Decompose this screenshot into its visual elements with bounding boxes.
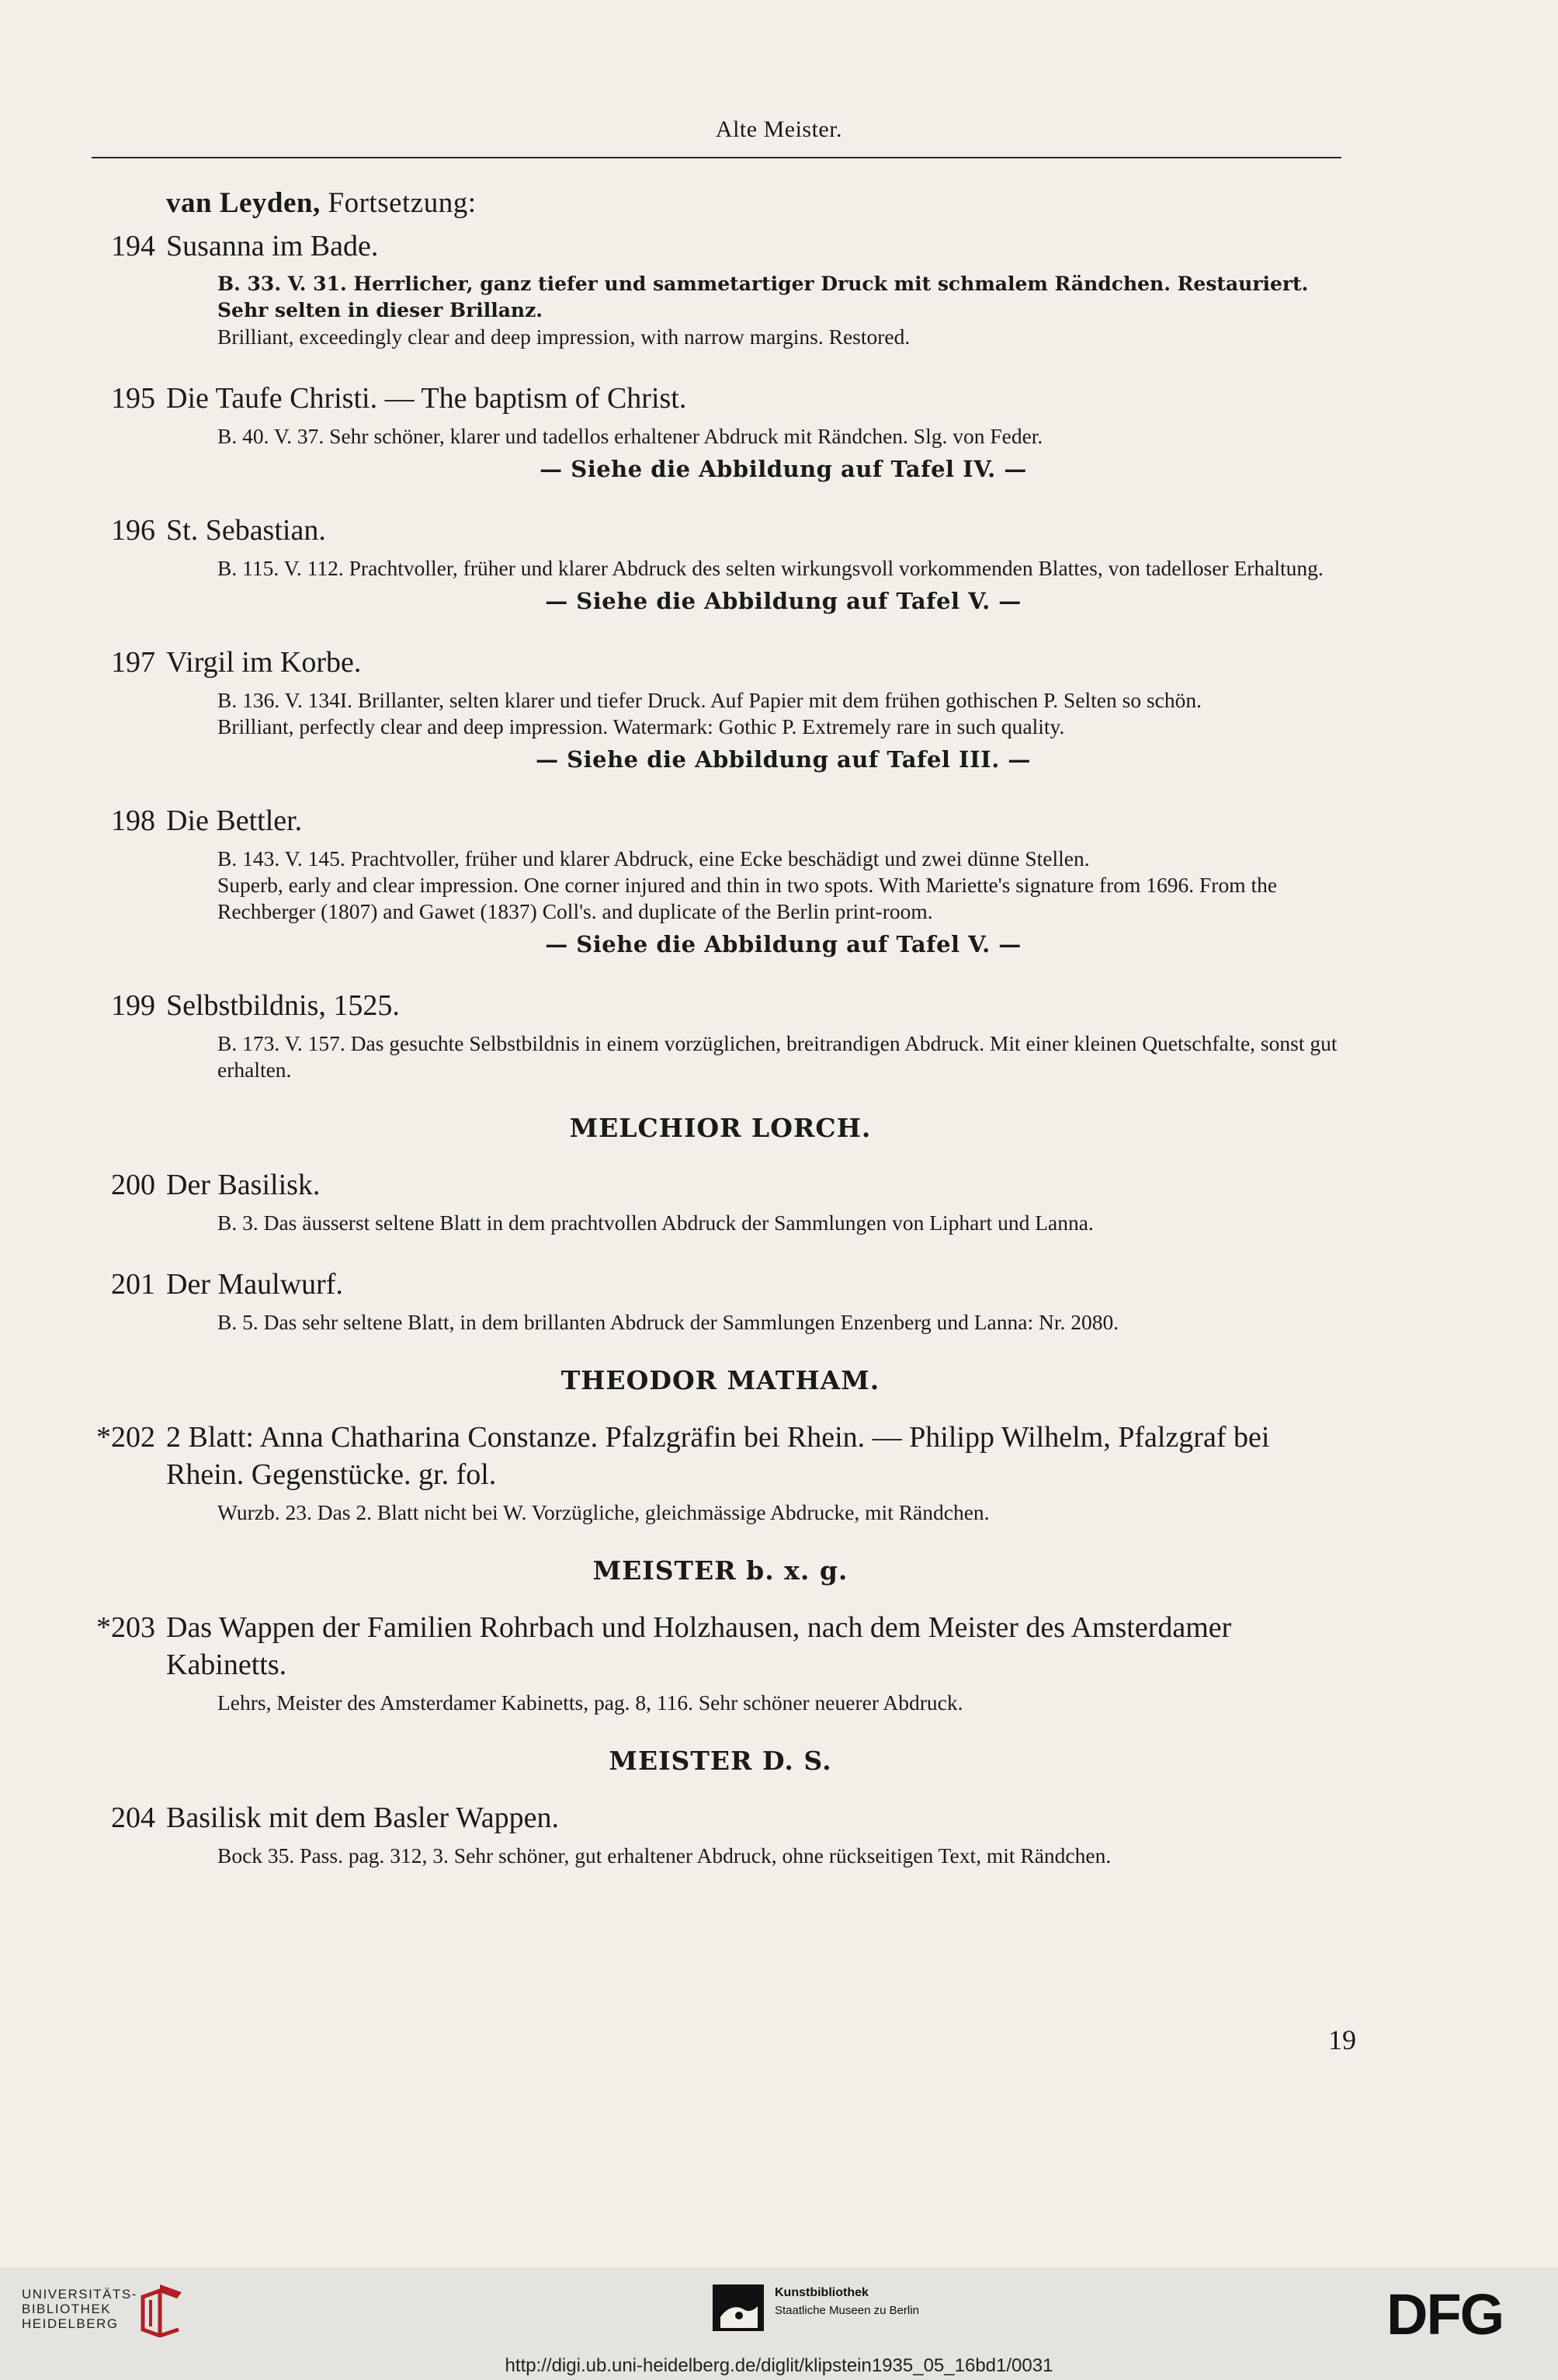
lot-title: Der Basilisk.: [166, 1169, 321, 1201]
lot-heading: [92, 644, 1349, 681]
lot-description: [92, 1030, 1349, 1083]
header-rule: [92, 157, 1341, 158]
lot-heading: [92, 802, 1349, 839]
kunstbibliothek-logo-icon[interactable]: [713, 2284, 764, 2331]
description-line: B. 40. V. 37. Sehr schöner, klarer und tadellos erhaltener Abdruck mit Rändchen. Slg. von Feder.: [217, 424, 1043, 448]
catalog-content: [92, 186, 1349, 1899]
section-heading: MEISTER b. x. g.: [592, 1555, 848, 1586]
artist-section: [92, 1113, 1349, 1336]
lot-heading: [92, 1266, 1349, 1303]
lot-entry: [92, 512, 1349, 614]
lot-title: Virgil im Korbe.: [166, 646, 362, 679]
description-line: Brilliant, perfectly clear and deep impression. Watermark: Gothic P. Extremely rare in such quality.: [217, 714, 1065, 738]
artist-continuation: [92, 186, 1349, 220]
plate-reference: — Siehe die Abbildung auf Tafel V. —: [545, 931, 1022, 957]
description-line: B. 143. V. 145. Prachtvoller, früher und klarer Abdruck, eine Ecke beschädigt und zwei dünne Stellen.: [217, 846, 1090, 870]
lot-title: Selbstbildnis, 1525.: [166, 989, 400, 1022]
section-heading: THEODOR MATHAM.: [560, 1365, 880, 1395]
lot-title: Basilisk mit dem Basler Wappen.: [166, 1802, 560, 1834]
continuation-label: Fortsetzung:: [320, 187, 477, 219]
lot-description: [92, 846, 1349, 925]
lot-description: [92, 1843, 1349, 1869]
description-line: Brilliant, exceedingly clear and deep impression, with narrow margins. Restored.: [217, 325, 911, 349]
lot-title: Die Bettler.: [166, 804, 303, 837]
university-line: HEIDELBERG: [22, 2316, 119, 2331]
lot-description: [92, 1499, 1349, 1526]
description-line: Lehrs, Meister des Amsterdamer Kabinetts, pag. 8, 116. Sehr schöner neuerer Abdruck.: [217, 1690, 963, 1715]
lot-number: *203: [96, 1611, 155, 1644]
lot-title: 2 Blatt: Anna Chatharina Constanze. Pfalzgräfin bei Rhein. — Philipp Wilhelm, Pfalzgraf bei Rhein. Gegenstücke. gr. fol.: [166, 1421, 1270, 1491]
lot-number: 198: [111, 804, 155, 837]
lot-title: Das Wappen der Familien Rohrbach und Holzhausen, nach dem Meister des Amsterdamer Kabinetts.: [166, 1611, 1232, 1681]
plate-reference: — Siehe die Abbildung auf Tafel IV. —: [540, 456, 1027, 482]
lot-number: 196: [111, 514, 155, 547]
lot-heading: [92, 987, 1349, 1024]
lot-entry: [92, 1609, 1349, 1716]
plate-reference: — Siehe die Abbildung auf Tafel V. —: [545, 588, 1022, 614]
lot-entry: [92, 380, 1349, 482]
lot-description: [92, 1690, 1349, 1716]
description-line: B. 115. V. 112. Prachtvoller, früher und klarer Abdruck des selten wirkungsvoll vorkommenden Blattes, von tadelloser Erhaltung.: [217, 556, 1324, 580]
lot-list: [92, 228, 1349, 1083]
kunstbibliothek-text: [775, 2286, 919, 2317]
plate-reference: — Siehe die Abbildung auf Tafel III. —: [536, 746, 1031, 773]
artist-name: van Leyden,: [166, 187, 321, 219]
description-line: B. 33. V. 31. Herrlicher, ganz tiefer und sammetartiger Druck mit schmalem Rändchen. Restauriert. Sehr selten in dieser Brillanz.: [217, 273, 1309, 321]
lot-description: [92, 687, 1349, 740]
lot-entry: [92, 1166, 1349, 1236]
lot-entry: [92, 1266, 1349, 1336]
lot-heading: [92, 1419, 1349, 1493]
dfg-logo[interactable]: DFG: [1386, 2282, 1504, 2347]
lot-title: St. Sebastian.: [166, 514, 326, 547]
permalink-url[interactable]: http://digi.ub.uni-heidelberg.de/diglit/klipstein1935_05_16bd1/0031: [505, 2355, 1053, 2376]
description-line: B. 136. V. 134I. Brillanter, selten klarer und tiefer Druck. Auf Papier mit dem frühen gothischen P. Selten so schön.: [217, 688, 1202, 712]
kb-title: Kunstbibliothek: [775, 2286, 869, 2299]
description-line: Superb, early and clear impression. One corner injured and thin in two spots. With Mariette's signature from 1696. From the Rechberger (1807) and Gawet (1837) Coll's. and duplicate of the Berlin print-room.: [217, 873, 1278, 923]
lot-title: Susanna im Bade.: [166, 230, 379, 262]
lot-description: [92, 423, 1349, 450]
lot-number: 200: [111, 1169, 155, 1201]
lot-entry: [92, 228, 1349, 350]
university-line: UNIVERSITÄTS-: [22, 2287, 137, 2302]
running-header: Alte Meister.: [715, 116, 843, 142]
artist-sections: [92, 1113, 1349, 1869]
section-heading: MEISTER D. S.: [609, 1746, 832, 1776]
lot-entry: [92, 1799, 1349, 1869]
lot-entry: [92, 802, 1349, 957]
lot-number: *202: [96, 1421, 155, 1454]
lot-heading: [92, 1799, 1349, 1836]
lot-number: 197: [111, 646, 155, 679]
artist-section: [92, 1365, 1349, 1526]
university-seal-icon: [137, 2281, 185, 2337]
lot-title: Die Taufe Christi. — The baptism of Christ.: [166, 382, 687, 415]
description-line: B. 173. V. 157. Das gesuchte Selbstbildnis in einem vorzüglichen, breitrandigen Abdruck. Mit einer kleinen Quetschfalte, sonst gut erhalten.: [217, 1031, 1338, 1082]
lot-heading: [92, 380, 1349, 417]
university-line: BIBLIOTHEK: [22, 2302, 112, 2316]
university-library-logo[interactable]: [22, 2287, 137, 2331]
description-line: Wurzb. 23. Das 2. Blatt nicht bei W. Vorzügliche, gleichmässige Abdrucke, mit Rändchen.: [217, 1500, 990, 1524]
lot-heading: [92, 1609, 1349, 1683]
lot-number: 204: [111, 1802, 155, 1834]
lot-description: [92, 1210, 1349, 1236]
description-line: B. 3. Das äusserst seltene Blatt in dem prachtvollen Abdruck der Sammlungen von Liphart und Lanna.: [217, 1211, 1094, 1235]
section-heading: MELCHIOR LORCH.: [569, 1113, 872, 1143]
lot-entry: [92, 987, 1349, 1083]
lot-number: 194: [111, 230, 155, 262]
lot-heading: [92, 1166, 1349, 1204]
page-number: 19: [1328, 2024, 1356, 2055]
lot-heading: [92, 512, 1349, 549]
lot-description: [92, 1309, 1349, 1336]
description-line: B. 5. Das sehr seltene Blatt, in dem brillanten Abdruck der Sammlungen Enzenberg und Lanna: Nr. 2080.: [217, 1310, 1119, 1334]
lot-title: Der Maulwurf.: [166, 1268, 343, 1301]
lot-description: [92, 555, 1349, 582]
lot-number: 201: [111, 1268, 155, 1301]
lot-entry: [92, 644, 1349, 773]
lot-heading: [92, 228, 1349, 265]
artist-section: [92, 1746, 1349, 1869]
artist-section: [92, 1555, 1349, 1716]
lot-number: 199: [111, 989, 155, 1022]
lot-description: [92, 271, 1349, 350]
description-line: Bock 35. Pass. pag. 312, 3. Sehr schöner, gut erhaltener Abdruck, ohne rückseitigen Text, mit Rändchen.: [217, 1843, 1112, 1868]
lot-number: 195: [111, 382, 155, 415]
lot-entry: [92, 1419, 1349, 1526]
kb-subtitle: Staatliche Museen zu Berlin: [775, 2304, 919, 2317]
